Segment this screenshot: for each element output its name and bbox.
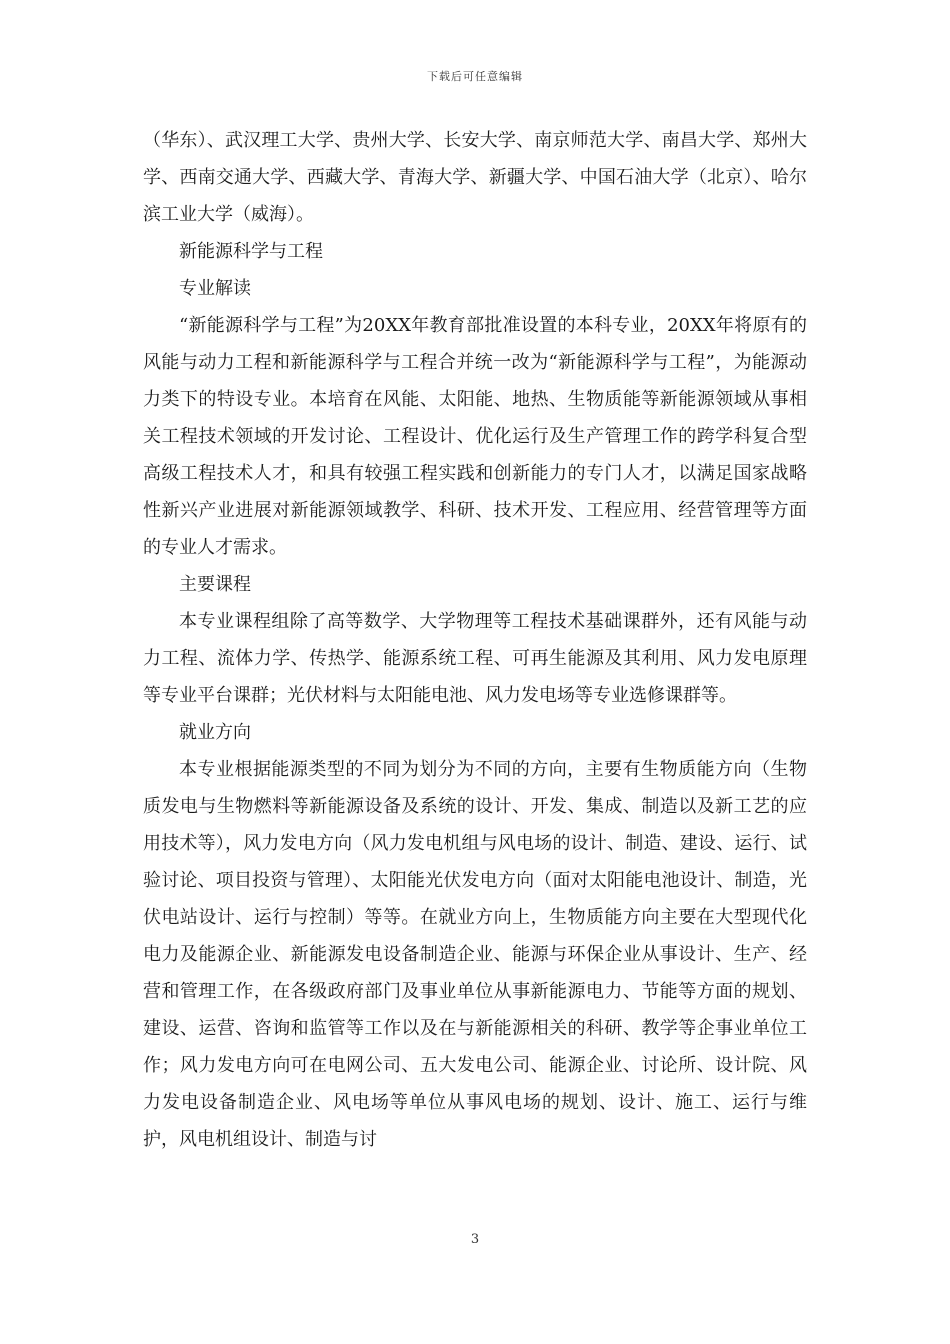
paragraph-employment: 本专业根据能源类型的不同为划分为不同的方向，主要有生物质能方向（生物质发电与生物燃料等新能源设备及系统的设计、开发、集成、制造以及新工艺的应用技术等），风力发电方向（风力发电机组与风电场的设计、制造、建设、运行、试验讨论、项目投资与管理）、太阳能光伏发电方向（面对太阳能电池设计、制造，光伏电站设计、运行与控制）等等。在就业方向上，生物质能方向主要在大型现代化电力及能源企业、新能源发电设备制造企业、能源与环保企业从事设计、生产、经营和管理工作，在各级政府部门及事业单位从事新能源电力、节能等方面的规划、建设、运营、咨询和监管等工作以及在与新能源相关的科研、教学等企事业单位工作；风力发电方向可在电网公司、五大发电公司、能源企业、讨论所、设计院、风力发电设备制造企业、风电场等单位从事风电场的规划、设计、施工、运行与维护，风电机组设计、制造与讨 [143, 759, 807, 1150]
subheading-courses: 主要课程 [179, 574, 251, 595]
page-header: 下载后可任意编辑 [427, 70, 523, 83]
page-number: 3 [470, 1232, 480, 1247]
paragraph-interpretation: “新能源科学与工程”为20XX年教育部批准设置的本科专业，20XX年将原有的风能与动力工程和新能源科学与工程合并统一改为“新能源科学与工程”，为能源动力类下的特设专业。本培育在风能、太阳能、地热、生物质能等新能源领域从事相关工程技术领域的开发讨论、工程设计、优化运行及生产管理工作的跨学科复合型高级工程技术人才，和具有较强工程实践和创新能力的专门人才，以满足国家战略性新兴产业进展对新能源领域教学、科研、技术开发、工程应用、经营管理等方面的专业人才需求。 [143, 315, 807, 558]
document-body [143, 122, 807, 1158]
subheading-employment: 就业方向 [179, 722, 251, 743]
paragraph-university-list: （华东）、武汉理工大学、贵州大学、长安大学、南京师范大学、南昌大学、郑州大学、西南交通大学、西藏大学、青海大学、新疆大学、中国石油大学（北京）、哈尔滨工业大学（威海）。 [143, 130, 807, 225]
section-title-major: 新能源科学与工程 [179, 241, 323, 262]
subheading-interpretation: 专业解读 [179, 278, 251, 299]
paragraph-courses: 本专业课程组除了高等数学、大学物理等工程技术基础课群外，还有风能与动力工程、流体力学、传热学、能源系统工程、可再生能源及其利用、风力发电原理等专业平台课群；光伏材料与太阳能电池、风力发电场等专业选修课群等。 [143, 611, 807, 706]
